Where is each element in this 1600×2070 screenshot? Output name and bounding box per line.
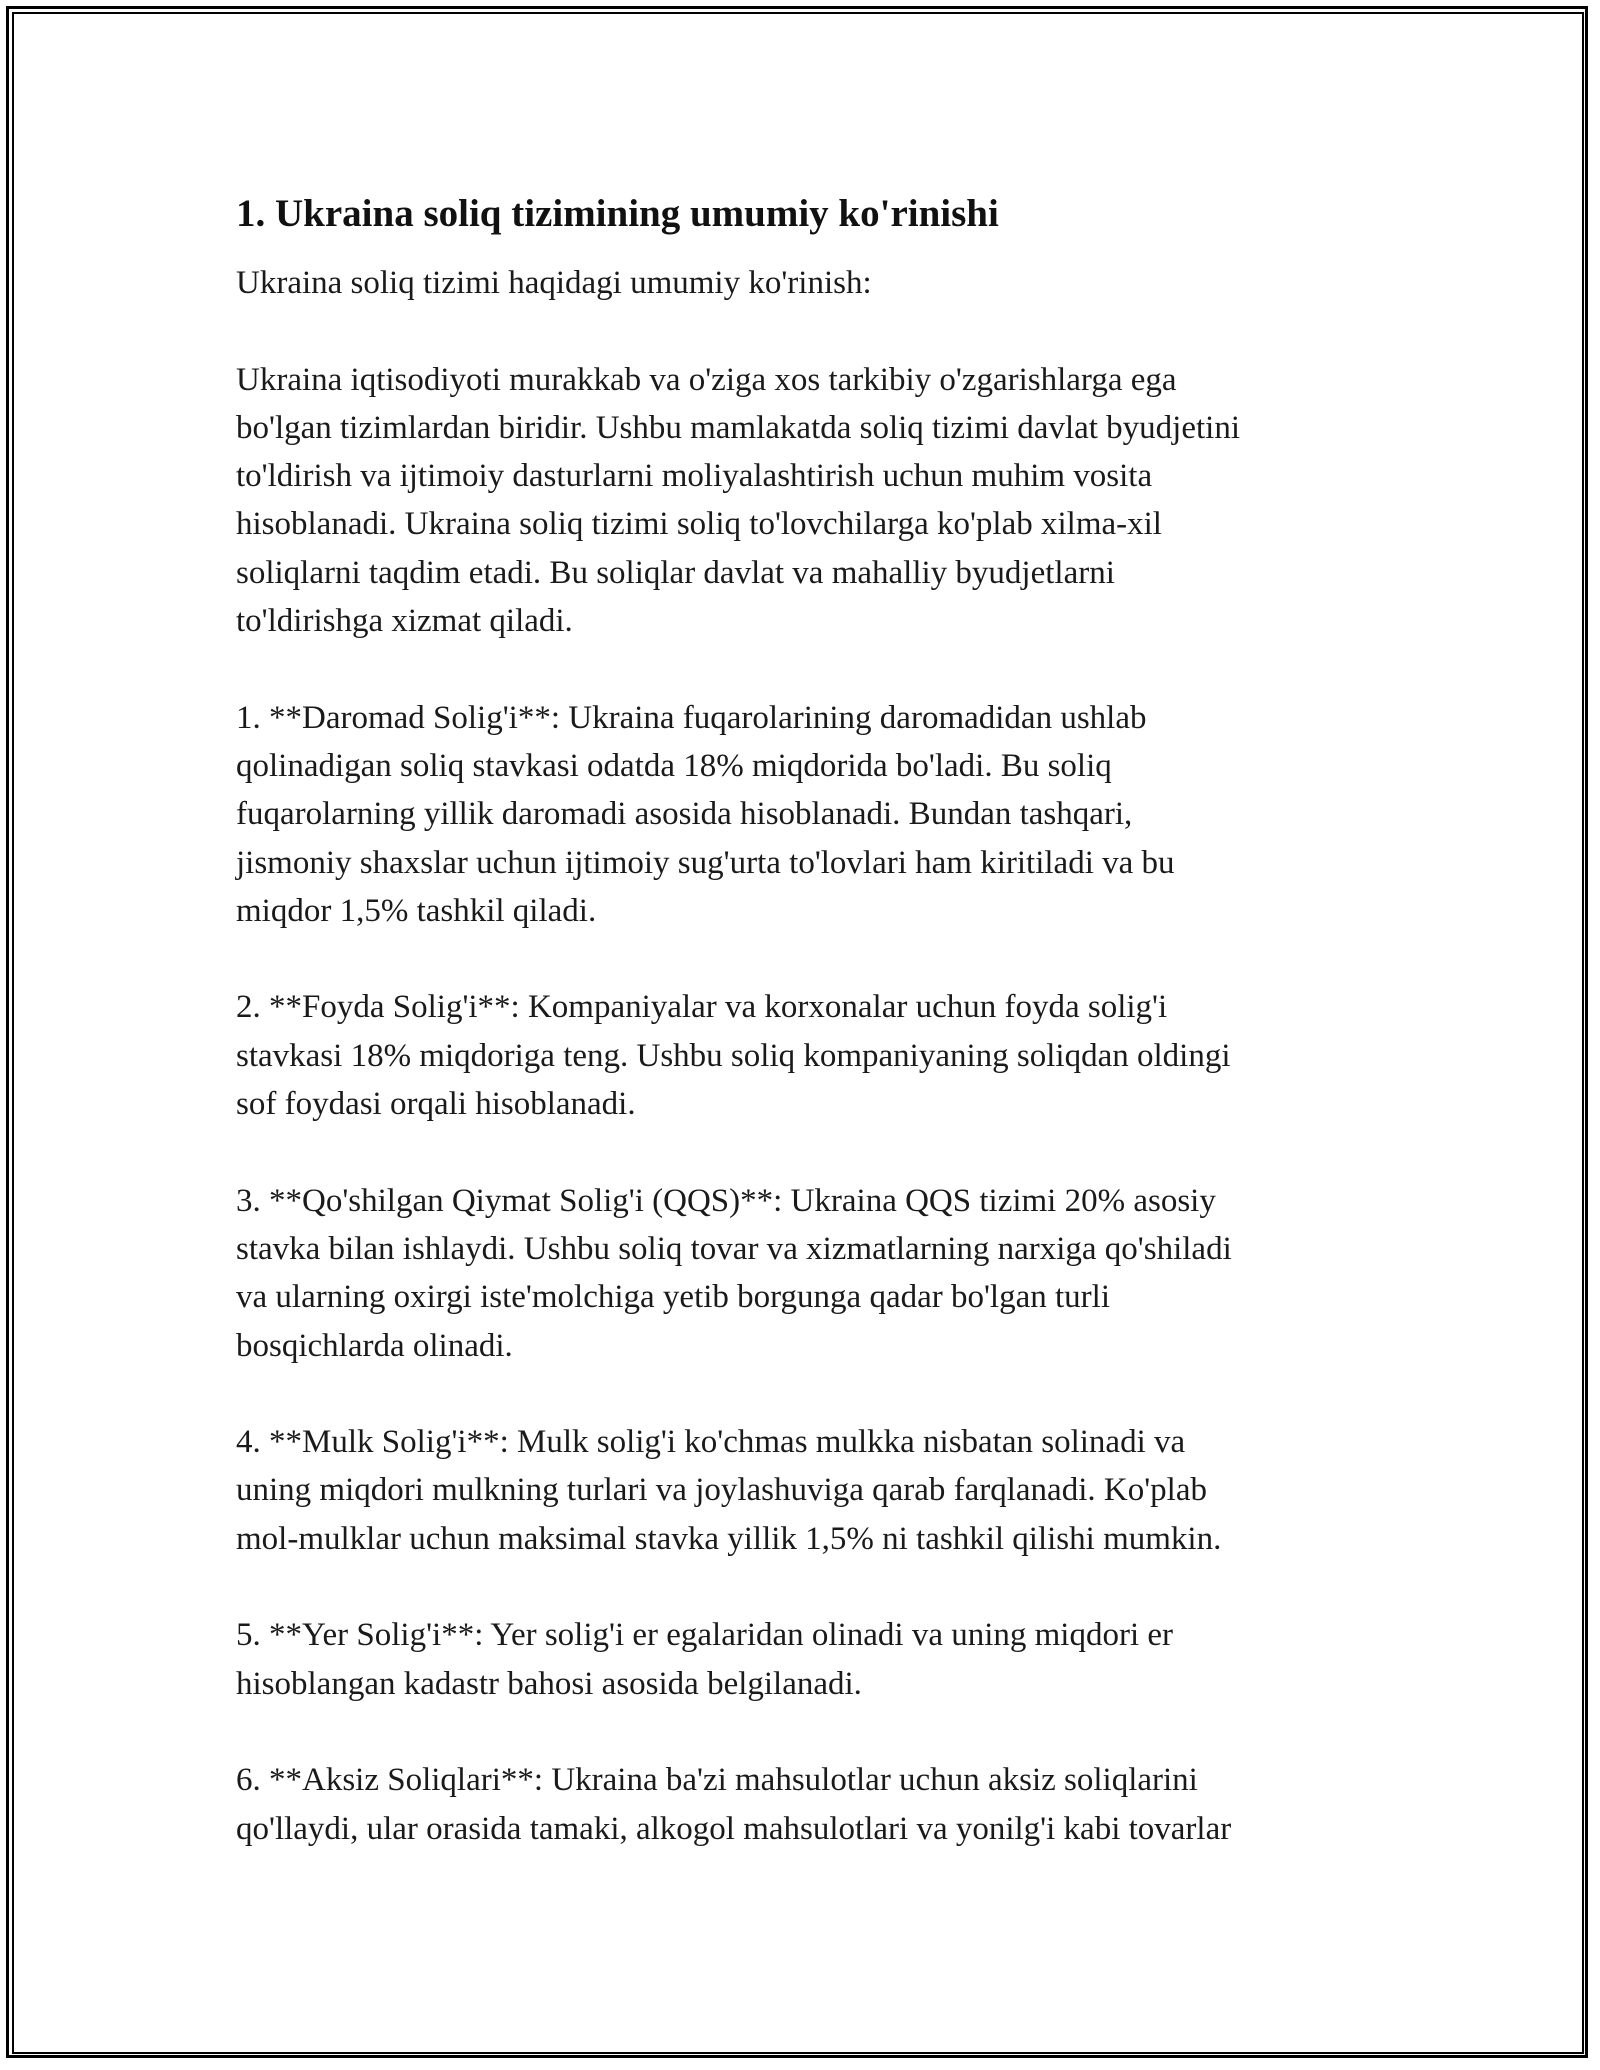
paragraph-spacer	[236, 1563, 1356, 1611]
property-tax-paragraph: 4. **Mulk Solig'i**: Mulk solig'i ko'chmas mulkka nisbatan solinadi va uning miqdori mulkning turlari va joylashuviga qarab farqlanadi. Ko'plab mol-mulklar uchun maksimal stavka yillik 1,5% ni tashkil qilishi mumkin.	[236, 1424, 1222, 1557]
paragraph-spacer	[236, 307, 1356, 355]
paragraph-spacer	[236, 935, 1356, 983]
paragraph-spacer	[236, 1128, 1356, 1176]
paragraph-spacer	[236, 1370, 1356, 1418]
excise-tax-paragraph: 6. **Aksiz Soliqlari**: Ukraina ba'zi mahsulotlar uchun aksiz soliqlarini qo'llaydi, ular orasida tamaki, alkogol mahsulotlari va yonilg'i kabi tovarlar	[236, 1762, 1232, 1847]
document-title: 1. Ukraina soliq tizimining umumiy ko'rinishi	[236, 192, 999, 235]
document-body	[236, 183, 1356, 1853]
profit-tax-paragraph: 2. **Foyda Solig'i**: Kompaniyalar va korxonalar uchun foyda solig'i stavkasi 18% miqdoriga teng. Ushbu soliq kompaniyaning soliqdan oldingi sof foydasi orqali hisoblanadi.	[236, 989, 1231, 1123]
income-tax-paragraph: 1. **Daromad Solig'i**: Ukraina fuqarolarining daromadidan ushlab qolinadigan soliq stavkasi odatda 18% miqdorida bo'ladi. Bu soliq fuqarolarning yillik daromadi asosida hisoblanadi. Bundan tashqari, jismoniy shaxslar uchun ijtimoiy sug'urta to'lovlari ham kiritiladi va bu miqdor 1,5% tashkil qiladi.	[236, 699, 1175, 929]
overview-paragraph: Ukraina iqtisodiyoti murakkab va o'ziga xos tarkibiy o'zgarishlarga ega bo'lgan tizimlardan biridir. Ushbu mamlakatda soliq tizimi davlat byudjetini to'ldirish va ijtimoiy dasturlarni moliyalashtirish uchun muhim vosita hisoblanadi. Ukraina soliq tizimi soliq to'lovchilarga ko'plab xilma-xil soliqlarni taqdim etadi. Bu soliqlar davlat va mahalliy byudjetlarni to'ldirishga xizmat qiladi.	[236, 361, 1241, 640]
paragraph-spacer	[236, 645, 1356, 693]
vat-paragraph: 3. **Qo'shilgan Qiymat Solig'i (QQS)**: Ukraina QQS tizimi 20% asosiy stavka bilan ishlaydi. Ushbu soliq tovar va xizmatlarning narxiga qo'shiladi va ularning oxirgi iste'molchiga yetib borgunga qadar bo'lgan turli bosqichlarda olinadi.	[236, 1182, 1232, 1364]
intro-line: Ukraina soliq tizimi haqidagi umumiy ko'rinish:	[236, 265, 872, 301]
land-tax-paragraph: 5. **Yer Solig'i**: Yer solig'i er egalaridan olinadi va uning miqdori er hisoblangan kadastr bahosi asosida belgilanadi.	[236, 1617, 1174, 1702]
paragraph-spacer	[236, 1708, 1356, 1756]
